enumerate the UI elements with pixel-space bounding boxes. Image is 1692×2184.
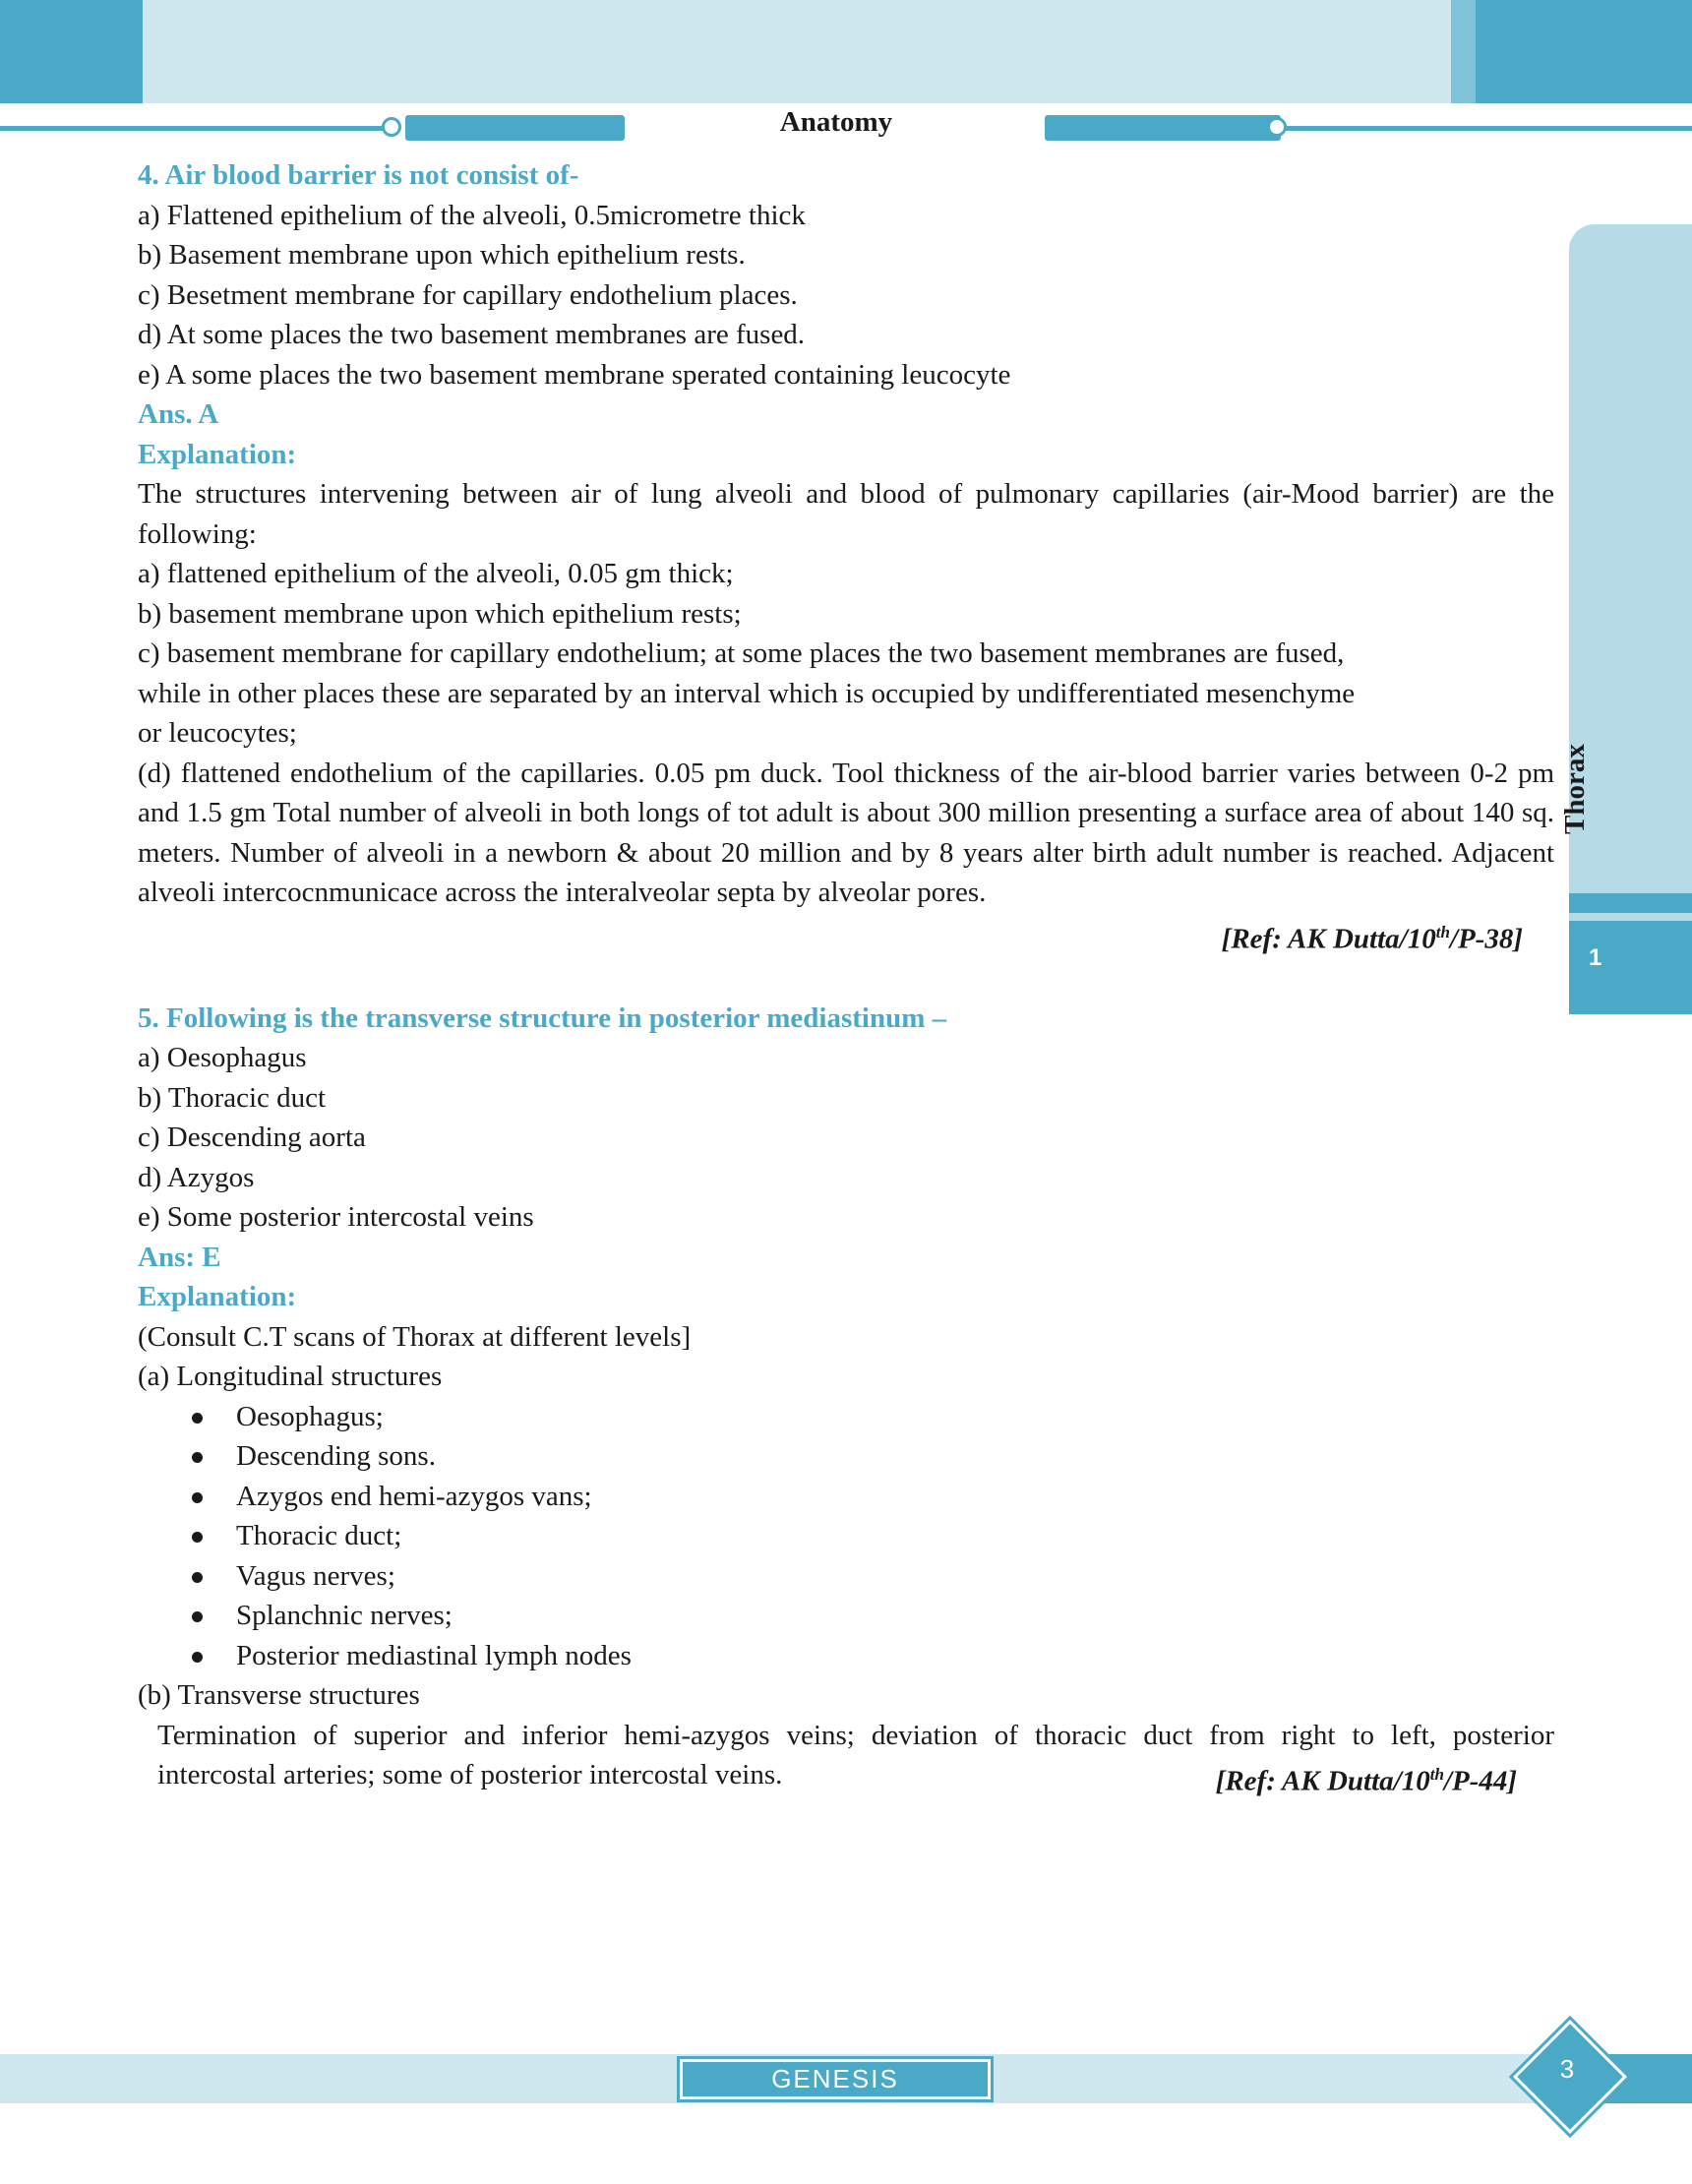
q4-explanation-heading: Explanation: (138, 438, 297, 470)
header-band (0, 0, 1692, 103)
header-dot-right (1267, 117, 1287, 137)
q5-longitudinal-heading: (a) Longitudinal structures (138, 1361, 443, 1393)
bullet-icon (192, 1413, 203, 1424)
list-item: Oesophagus; (138, 1397, 1554, 1437)
q5-reference: [Ref: AK Dutta/10th/P-44] (1215, 1765, 1517, 1797)
header-right-block (1476, 0, 1692, 103)
longitudinal-list (138, 1397, 1554, 1676)
page-number: 3 (1559, 2054, 1575, 2084)
q4-explanation-paragraph: (d) flattened endothelium of the capillaries. 0.05 pm duck. Tool thickness of the air-blood barrier varies between 0-2 pm and 1.5 gm Total number of alveoli in both longs of tot adult is about 300 million presenting a surface area of about 140 sq. meters. Number of alveoli in a newborn & about 20 million and by 8 years alter birth adult number is reached. Adjacent alveoli intercocnmunicace across the interalveolar septa by alveolar pores. (138, 757, 1554, 908)
bullet-icon (192, 1652, 203, 1663)
q4-explanation-line: b) basement membrane upon which epithelium rests; (138, 597, 742, 630)
list-item: Thoracic duct; (138, 1516, 1554, 1556)
q5-option-c: c) Descending aorta (138, 1122, 366, 1154)
bullet-icon (192, 1532, 203, 1543)
question-5-title: 5. Following is the transverse structure in posterior mediastinum – (138, 1001, 947, 1034)
q4-explanation-line: a) flattened epithelium of the alveoli, 0.05 gm thick; (138, 558, 734, 589)
q4-explanation-line: or leucocytes; (138, 717, 297, 749)
header-dot-left (382, 117, 401, 137)
q4-option-e: e) A some places the two basement membrane sperated containing leucocyte (138, 358, 1011, 391)
header-rule-left (0, 126, 386, 131)
header-left-block (0, 0, 143, 103)
header-bar-right (1045, 115, 1281, 141)
footer-brand: GENESIS (683, 2062, 988, 2096)
list-item: Azygos end hemi-azygos vans; (138, 1477, 1554, 1517)
q4-option-a: a) Flattened epithelium of the alveoli, 0.5micrometre thick (138, 199, 806, 231)
list-item: Posterior mediastinal lymph nodes (138, 1636, 1554, 1676)
q4-explanation-line: while in other places these are separated by an interval which is occupied by undifferentiated mesenchyme (138, 677, 1356, 709)
q5-consult-note: (Consult C.T scans of Thorax at different levels] (138, 1320, 692, 1353)
q5-transverse-heading: (b) Transverse structures (138, 1679, 420, 1712)
list-item: Descending sons. (138, 1436, 1554, 1477)
side-tab-label: Thorax (1559, 744, 1591, 834)
header-rule-right (1285, 126, 1692, 131)
q4-explanation-line: c) basement membrane for capillary endothelium; at some places the two basement membranes are fused, (138, 637, 1345, 669)
header-right-stripe (1451, 0, 1476, 103)
main-content (138, 155, 1554, 1801)
side-tab-strip-light (1569, 913, 1692, 921)
bullet-icon (192, 1611, 203, 1622)
q5-option-d: d) Azygos (138, 1161, 255, 1193)
q4-answer: Ans. A (138, 398, 219, 430)
side-tab-strip (1569, 893, 1692, 913)
bullet-icon (192, 1452, 203, 1463)
q5-explanation-heading: Explanation: (138, 1281, 297, 1313)
q5-answer: Ans: E (138, 1241, 221, 1273)
q4-option-c: c) Besetment membrane for capillary endothelium places. (138, 278, 798, 311)
list-item: Vagus nerves; (138, 1556, 1554, 1597)
bullet-icon (192, 1572, 203, 1583)
q4-option-b: b) Basement membrane upon which epithelium rests. (138, 239, 746, 271)
q4-explanation-intro: The structures intervening between air of lung alveoli and blood of pulmonary capillaries (air-Mood barrier) are the following: (138, 478, 1554, 550)
q5-option-e: e) Some posterior intercostal veins (138, 1201, 534, 1234)
q4-reference: [Ref: AK Dutta/10th/P-38] (1221, 922, 1523, 955)
bullet-icon (192, 1492, 203, 1503)
page-title: Anatomy (779, 106, 893, 138)
q5-transverse-line-1: Termination of superior and inferior hemi-azygos veins; deviation of thoracic duct from right to left, posterior (157, 1719, 1554, 1751)
list-item: Splanchnic nerves; (138, 1596, 1554, 1636)
question-4-title: 4. Air blood barrier is not consist of- (138, 159, 579, 191)
header-bar-left (405, 115, 625, 141)
q5-option-b: b) Thoracic duct (138, 1081, 327, 1114)
chapter-number: 1 (1569, 921, 1692, 1014)
q5-option-a: a) Oesophagus (138, 1042, 307, 1074)
q5-transverse-line-2: intercostal arteries; some of posterior intercostal veins. (157, 1759, 783, 1791)
q4-option-d: d) At some places the two basement membranes are fused. (138, 319, 806, 350)
